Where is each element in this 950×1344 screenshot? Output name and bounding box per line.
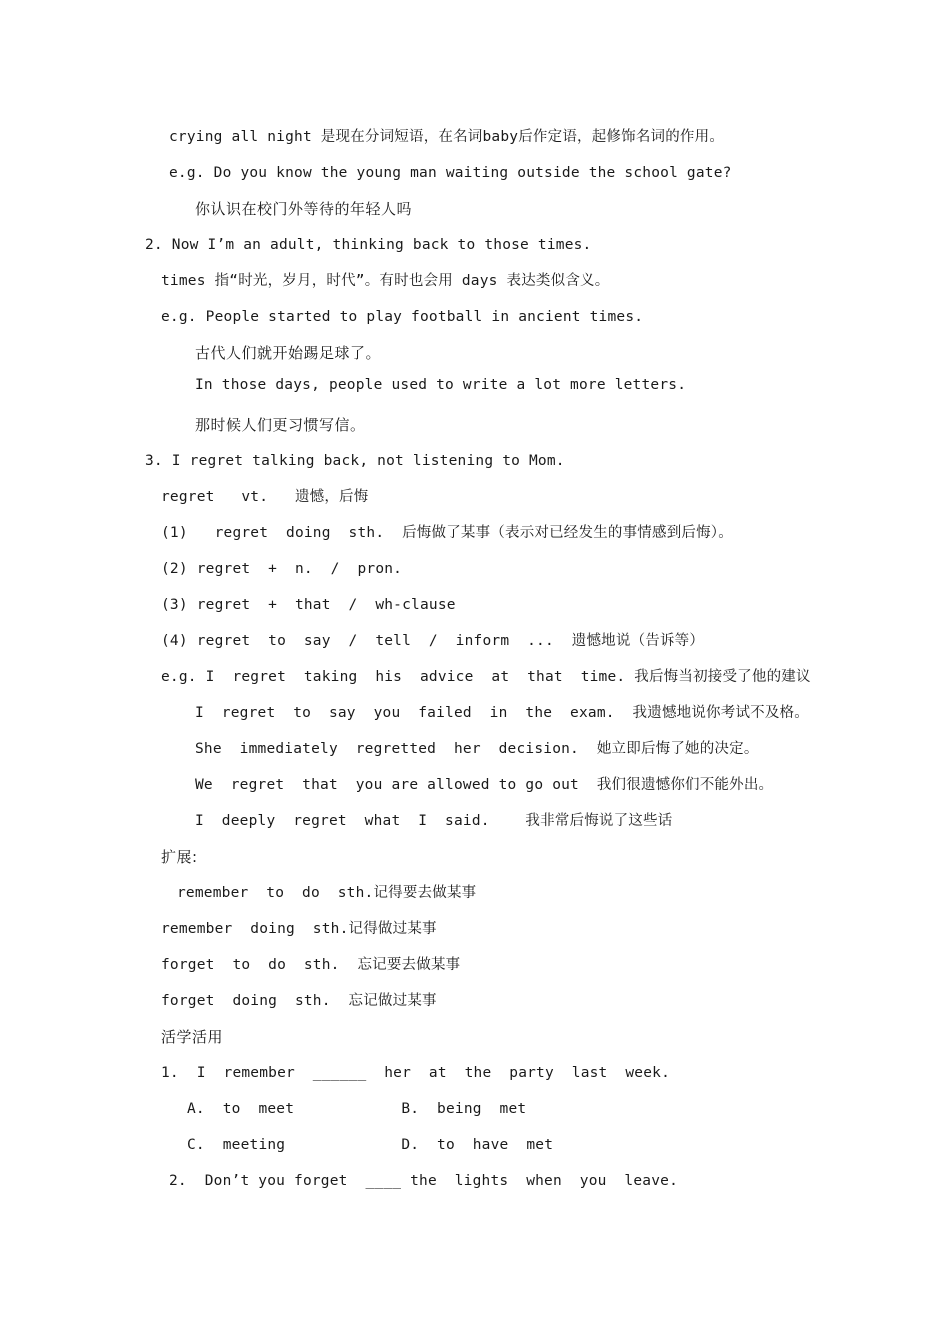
text-line: remember doing sth.记得做过某事: [161, 921, 437, 937]
text-line: C. meeting D. to have met: [187, 1137, 554, 1153]
text-line: crying all night 是现在分词短语，在名词baby后作定语，起修饰名词的作用。: [169, 129, 725, 145]
text-line: In those days, people used to write a lot more letters.: [195, 377, 687, 393]
text-line: A. to meet B. being met: [187, 1101, 527, 1117]
text-line: regret vt. 遗憾，后悔: [161, 489, 369, 505]
text-line: e.g. Do you know the young man waiting outside the school gate?: [169, 165, 732, 181]
text-line: e.g. I regret taking his advice at that time. 我后悔当初接受了他的建议: [161, 669, 811, 685]
text-line: 古代人们就开始踢足球了。: [195, 344, 382, 362]
text-line: She immediately regretted her decision. 她立即后悔了她的决定。: [195, 741, 759, 757]
text-line: 2. Don’t you forget ____ the lights when you leave.: [169, 1173, 678, 1189]
text-line: 2. Now I’m an adult, thinking back to those times.: [145, 237, 592, 253]
text-line: 1. I remember ______ her at the party last week.: [161, 1065, 670, 1081]
text-line: 你认识在校门外等待的年轻人吗: [195, 200, 413, 218]
text-line: (4) regret to say / tell / inform ... 遗憾地说（告诉等）: [161, 633, 705, 649]
text-line: e.g. People started to play football in ancient times.: [161, 309, 644, 325]
text-line: remember to do sth.记得要去做某事: [177, 885, 477, 901]
text-line: times 指“时光，岁月，时代”。有时也会用 days 表达类似含义。: [161, 273, 610, 289]
text-line: We regret that you are allowed to go out 我们很遗憾你们不能外出。: [195, 777, 774, 793]
text-line: 活学活用: [161, 1028, 224, 1046]
text-line: (3) regret + that / wh-clause: [161, 597, 456, 613]
text-line: (2) regret + n. / pron.: [161, 561, 403, 577]
text-line: (1) regret doing sth. 后悔做了某事（表示对已经发生的事情感到后悔）。: [161, 525, 733, 541]
text-line: 扩展:: [161, 848, 198, 866]
text-line: forget doing sth. 忘记做过某事: [161, 993, 437, 1009]
text-line: 那时候人们更习惯写信。: [195, 416, 366, 434]
text-line: I regret to say you failed in the exam. 我遗憾地说你考试不及格。: [195, 705, 809, 721]
text-line: forget to do sth. 忘记要去做某事: [161, 957, 461, 973]
text-line: 3. I regret talking back, not listening to Mom.: [145, 453, 565, 469]
text-line: I deeply regret what I said. 我非常后悔说了这些话: [195, 813, 673, 829]
